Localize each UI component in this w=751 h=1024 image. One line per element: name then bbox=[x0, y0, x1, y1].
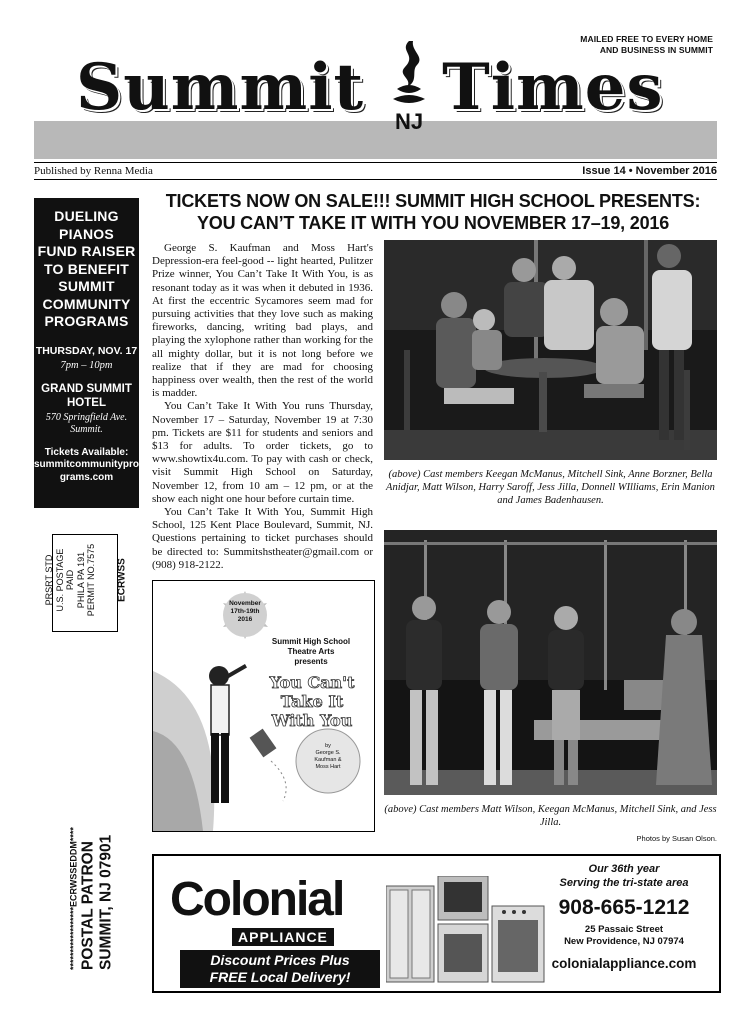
fundraiser-headline bbox=[34, 208, 139, 331]
nj-label: NJ bbox=[394, 109, 424, 134]
badge-line-3: 2016 bbox=[237, 616, 253, 623]
headline-line-2: YOU CAN’T TAKE IT WITH YOU NOVEMBER 17–19, 2016 bbox=[196, 213, 670, 233]
postal-patron-block bbox=[69, 780, 116, 970]
title-summit: Summit bbox=[76, 50, 365, 125]
promo-line-2: FREE Local Delivery! bbox=[209, 969, 351, 985]
article-paragraph: You Can’t Take It With You, Summit High School, 125 Kent Place Boulevard, Summit, NJ. Questions pertaining to ticket purchases should be directed to: Summitshstheater@gmail.com or (908) 918-2122. bbox=[152, 506, 373, 571]
event-time: 7pm – 10pm bbox=[60, 359, 113, 371]
nj-logo bbox=[383, 37, 435, 135]
article-headline bbox=[148, 190, 718, 234]
tickets-info bbox=[34, 447, 139, 485]
tagline-line-2: AND BUSINESS IN SUMMIT bbox=[599, 45, 713, 55]
cast-photo-2 bbox=[384, 530, 717, 795]
postage-line: PAID bbox=[64, 569, 75, 591]
publisher-row bbox=[34, 162, 717, 180]
event-date: THURSDAY, NOV. 17 bbox=[35, 344, 138, 357]
badge-line-2: 17th-19th bbox=[230, 608, 260, 615]
cast-photo-1-image bbox=[384, 240, 717, 460]
poster-title-2: Take It bbox=[280, 692, 344, 711]
headline-line: TO BENEFIT bbox=[44, 260, 129, 277]
headline-line: PROGRAMS bbox=[44, 313, 129, 329]
issue-info: Issue 14 • November 2016 bbox=[582, 165, 717, 177]
tickets-url-1: summitcommunitypro bbox=[34, 459, 140, 470]
badge-line-1: November bbox=[229, 600, 261, 607]
photo-2-caption: (above) Cast members Matt Wilson, Keegan McManus, Mitchell Sink, and Jess Jilla. bbox=[384, 804, 717, 828]
ecrwss-label: ECRWSS bbox=[116, 558, 128, 602]
promo-line-1: Discount Prices Plus bbox=[210, 952, 350, 968]
poster-date-badge bbox=[227, 600, 263, 624]
appliances-icon bbox=[386, 876, 546, 984]
article-paragraph: George S. Kaufman and Moss Hart's Depression-era feel-good -- light hearted, Pulitzer Prize winner, You Can’t Take It With You, is as resonant today as it was when it debuted in 1936. At first the eccentric Sycamores seem mad for pursuing activities that they love such as making fireworks, dancing, writing bad plays, and playing the xylophone rather than working for the all mighty dollar, but it is not long before we realize that if they are mad for choosing happiness over wealth, then the rest of the world is madder. bbox=[152, 242, 373, 400]
venue-line-1: GRAND SUMMIT bbox=[41, 382, 132, 395]
by-line-4: Moss Hart bbox=[315, 764, 341, 770]
poster-presenter bbox=[251, 637, 371, 667]
address-line-1: 570 Springfield Ave. bbox=[45, 411, 128, 423]
colonial-appliance-ad bbox=[152, 854, 721, 993]
cast-photo-2-image bbox=[384, 530, 717, 795]
brand-name: Colonial bbox=[170, 873, 344, 926]
postal-city: SUMMIT, NJ 07901 bbox=[97, 834, 115, 970]
tickets-label: Tickets Available: bbox=[44, 446, 129, 458]
promo-banner bbox=[180, 950, 380, 988]
tagline-line-1: MAILED FREE TO EVERY HOME bbox=[580, 34, 713, 44]
by-line-1: by bbox=[325, 743, 331, 749]
publisher: Published by Renna Media bbox=[34, 165, 153, 177]
poster-title-3: With You bbox=[271, 711, 353, 730]
by-line-2: George S. bbox=[315, 750, 341, 756]
headline-line-1: TICKETS NOW ON SALE!!! SUMMIT HIGH SCHOOL PRESENTS: bbox=[165, 191, 701, 211]
headline-line: FUND RAISER bbox=[37, 243, 136, 259]
venue-line-2: HOTEL bbox=[67, 396, 106, 409]
event-address bbox=[34, 412, 139, 436]
headline-line: DUELING bbox=[54, 208, 119, 224]
ad-contact bbox=[539, 862, 709, 971]
org-line-1: Summit High School bbox=[271, 637, 351, 646]
postage-line: U.S. POSTAGE bbox=[54, 548, 65, 612]
tickets-url-2: grams.com bbox=[59, 471, 114, 483]
poster-authors bbox=[303, 743, 353, 771]
title-times: Times bbox=[442, 50, 664, 125]
postage-indicia bbox=[44, 532, 97, 628]
ad-address-2: New Providence, NJ 07974 bbox=[564, 936, 684, 947]
ad-website: colonialappliance.com bbox=[551, 956, 697, 971]
poster-title bbox=[253, 673, 371, 730]
photo-1-caption: (above) Cast members Keegan McManus, Mitchell Sink, Anne Borzner, Bella Anidjar, Matt Wilson, Harry Saroff, Jess Jilla, Donnell WIlliams, Erin Manion and James Badenhausen. bbox=[386, 469, 715, 506]
ad-year-line-2: Serving the tri-state area bbox=[559, 877, 689, 889]
cast-photo-1 bbox=[384, 240, 717, 460]
headline-line: SUMMIT bbox=[58, 278, 115, 294]
brand-sub: APPLIANCE bbox=[232, 928, 334, 946]
org-line-2: Theatre Arts bbox=[287, 647, 335, 656]
show-poster bbox=[152, 580, 375, 832]
ad-logo bbox=[162, 862, 384, 984]
article-body bbox=[152, 242, 373, 572]
flame-icon bbox=[383, 37, 435, 109]
poster-title-1: You Can't bbox=[269, 673, 355, 692]
postal-patron: POSTAL PATRON bbox=[79, 841, 97, 970]
ad-address-1: 25 Passaic Street bbox=[584, 924, 664, 935]
postage-line: PRSRT STD bbox=[43, 554, 54, 606]
article-paragraph: You Can’t Take It With You runs Thursday, November 17 – Saturday, November 19 at 7:30 pm. Tickets are $11 for students and seniors and $13 for adults. To order tickets, go to www.showtix4u.com. To pay with cash or check, visit Summit High School on Saturday, November 12, from 10 am – 12 pm, or at the show each night one hour before curtain time. bbox=[152, 400, 373, 505]
masthead-title bbox=[76, 48, 663, 128]
headline-line: COMMUNITY bbox=[42, 295, 131, 312]
postage-line: PERMIT NO.7575 bbox=[85, 543, 96, 617]
postage-line: PHILA PA 191 bbox=[75, 551, 86, 609]
fundraiser-sidebar bbox=[34, 198, 139, 508]
ad-year-line-1: Our 36th year bbox=[588, 863, 660, 875]
by-line-3: Kaufman & bbox=[314, 757, 342, 763]
photo-credit: Photos by Susan Olson. bbox=[636, 834, 717, 843]
address-line-2: Summit. bbox=[70, 423, 103, 435]
org-line-3: presents bbox=[294, 657, 328, 666]
ad-phone: 908-665-1212 bbox=[558, 896, 690, 919]
event-venue bbox=[34, 382, 139, 410]
headline-line: PIANOS bbox=[59, 225, 114, 242]
eddm-code: ******************ECRWSSEDDM**** bbox=[68, 827, 79, 970]
